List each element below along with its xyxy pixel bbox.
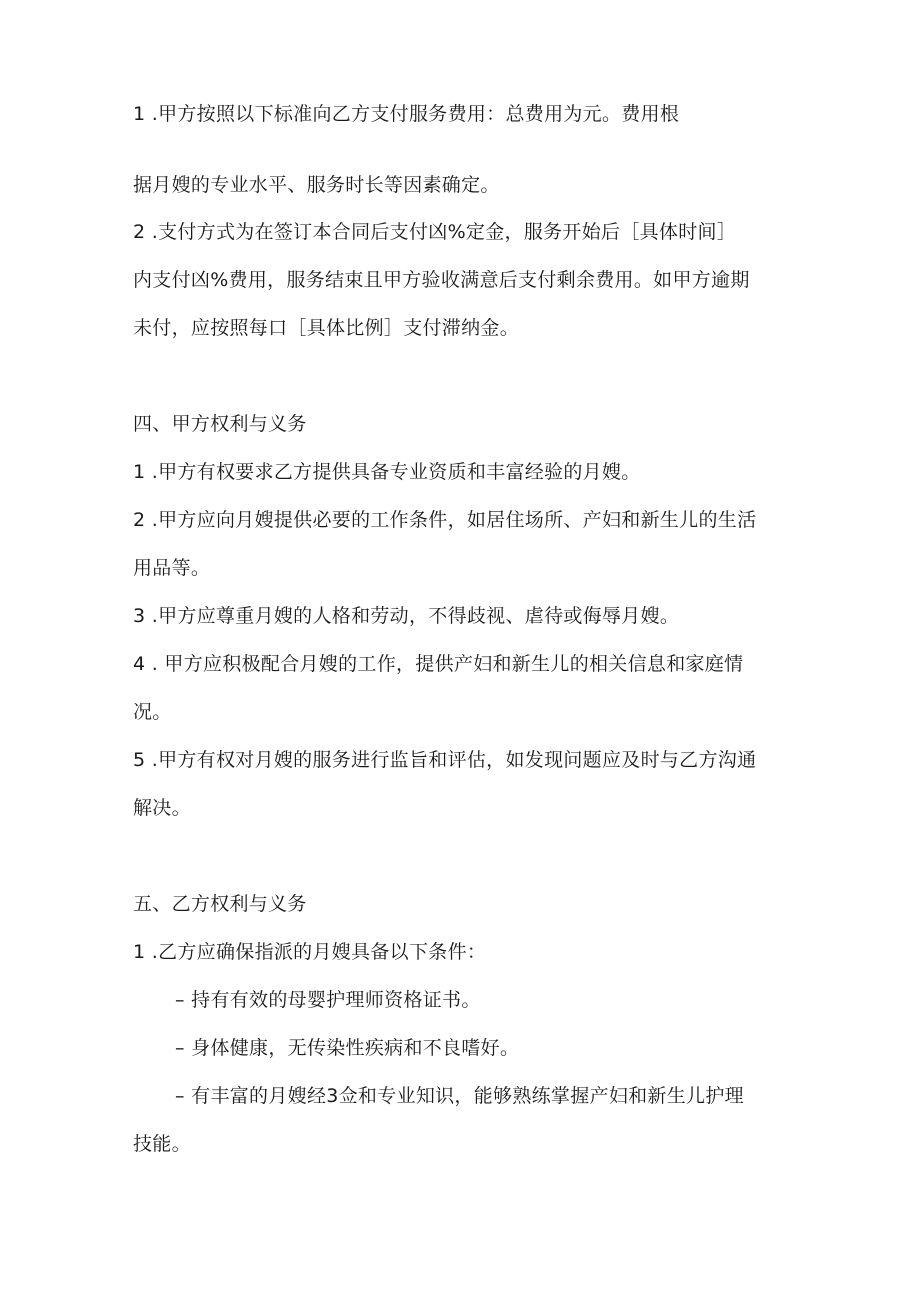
bullet-line: – 持有有效的母婴护理师资格证书。 (175, 989, 481, 1011)
text-line: 未付，应按照每口［具体比例］支付滞纳金。 (133, 317, 520, 339)
text-line: 1 .甲方有权要求乙方提供具备专业资质和丰富经验的月嫂。 (133, 461, 641, 483)
bullet-line: – 有丰富的月嫂经3佥和专业知识，能够熟练掌握产妇和新生儿护理 (175, 1085, 744, 1107)
text-line: 5 .甲方有权对月嫂的服务进行监旨和评估，如发现问题应及时与乙方沟通 (133, 749, 757, 771)
text-line: 技能。 (133, 1133, 191, 1155)
text-line: 用品等。 (133, 557, 211, 579)
text-line: 1 .甲方按照以下标准向乙方支付服务费用：总费用为元。费用根 (133, 103, 680, 125)
text-line: 况。 (133, 701, 172, 723)
text-line: 2 .甲方应向月嫂提供必要的工作条件，如居住场所、产妇和新生儿的生活 (133, 509, 757, 531)
section-heading: 五、乙方权利与义务 (133, 893, 307, 915)
text-line: 内支付凶%费用，服务结束且甲方验收满意后支付剩余费用。如甲方逾期 (133, 269, 750, 291)
text-line: 据月嫂的专业水平、服务时长等因素确定。 (133, 174, 500, 196)
text-line: 3 .甲方应尊重月嫂的人格和劳动，不得歧视、虐待或侮辱月嫂。 (133, 605, 680, 627)
section-heading: 四、甲方权利与义务 (133, 413, 307, 435)
text-line: 1 .乙方应确保指派的月嫂具备以下条件： (133, 941, 487, 963)
text-line: 2 .支付方式为在签订本合同后支付凶%定金，服务开始后［具体时间］ (133, 221, 737, 243)
bullet-line: – 身体健康，无传染性疾病和不良嗜好。 (175, 1037, 520, 1059)
text-line: 解决。 (133, 797, 191, 819)
text-line: 4 . 甲方应积极配合月嫂的工作，提供产妇和新生儿的相关信息和家庭情 (133, 653, 744, 675)
